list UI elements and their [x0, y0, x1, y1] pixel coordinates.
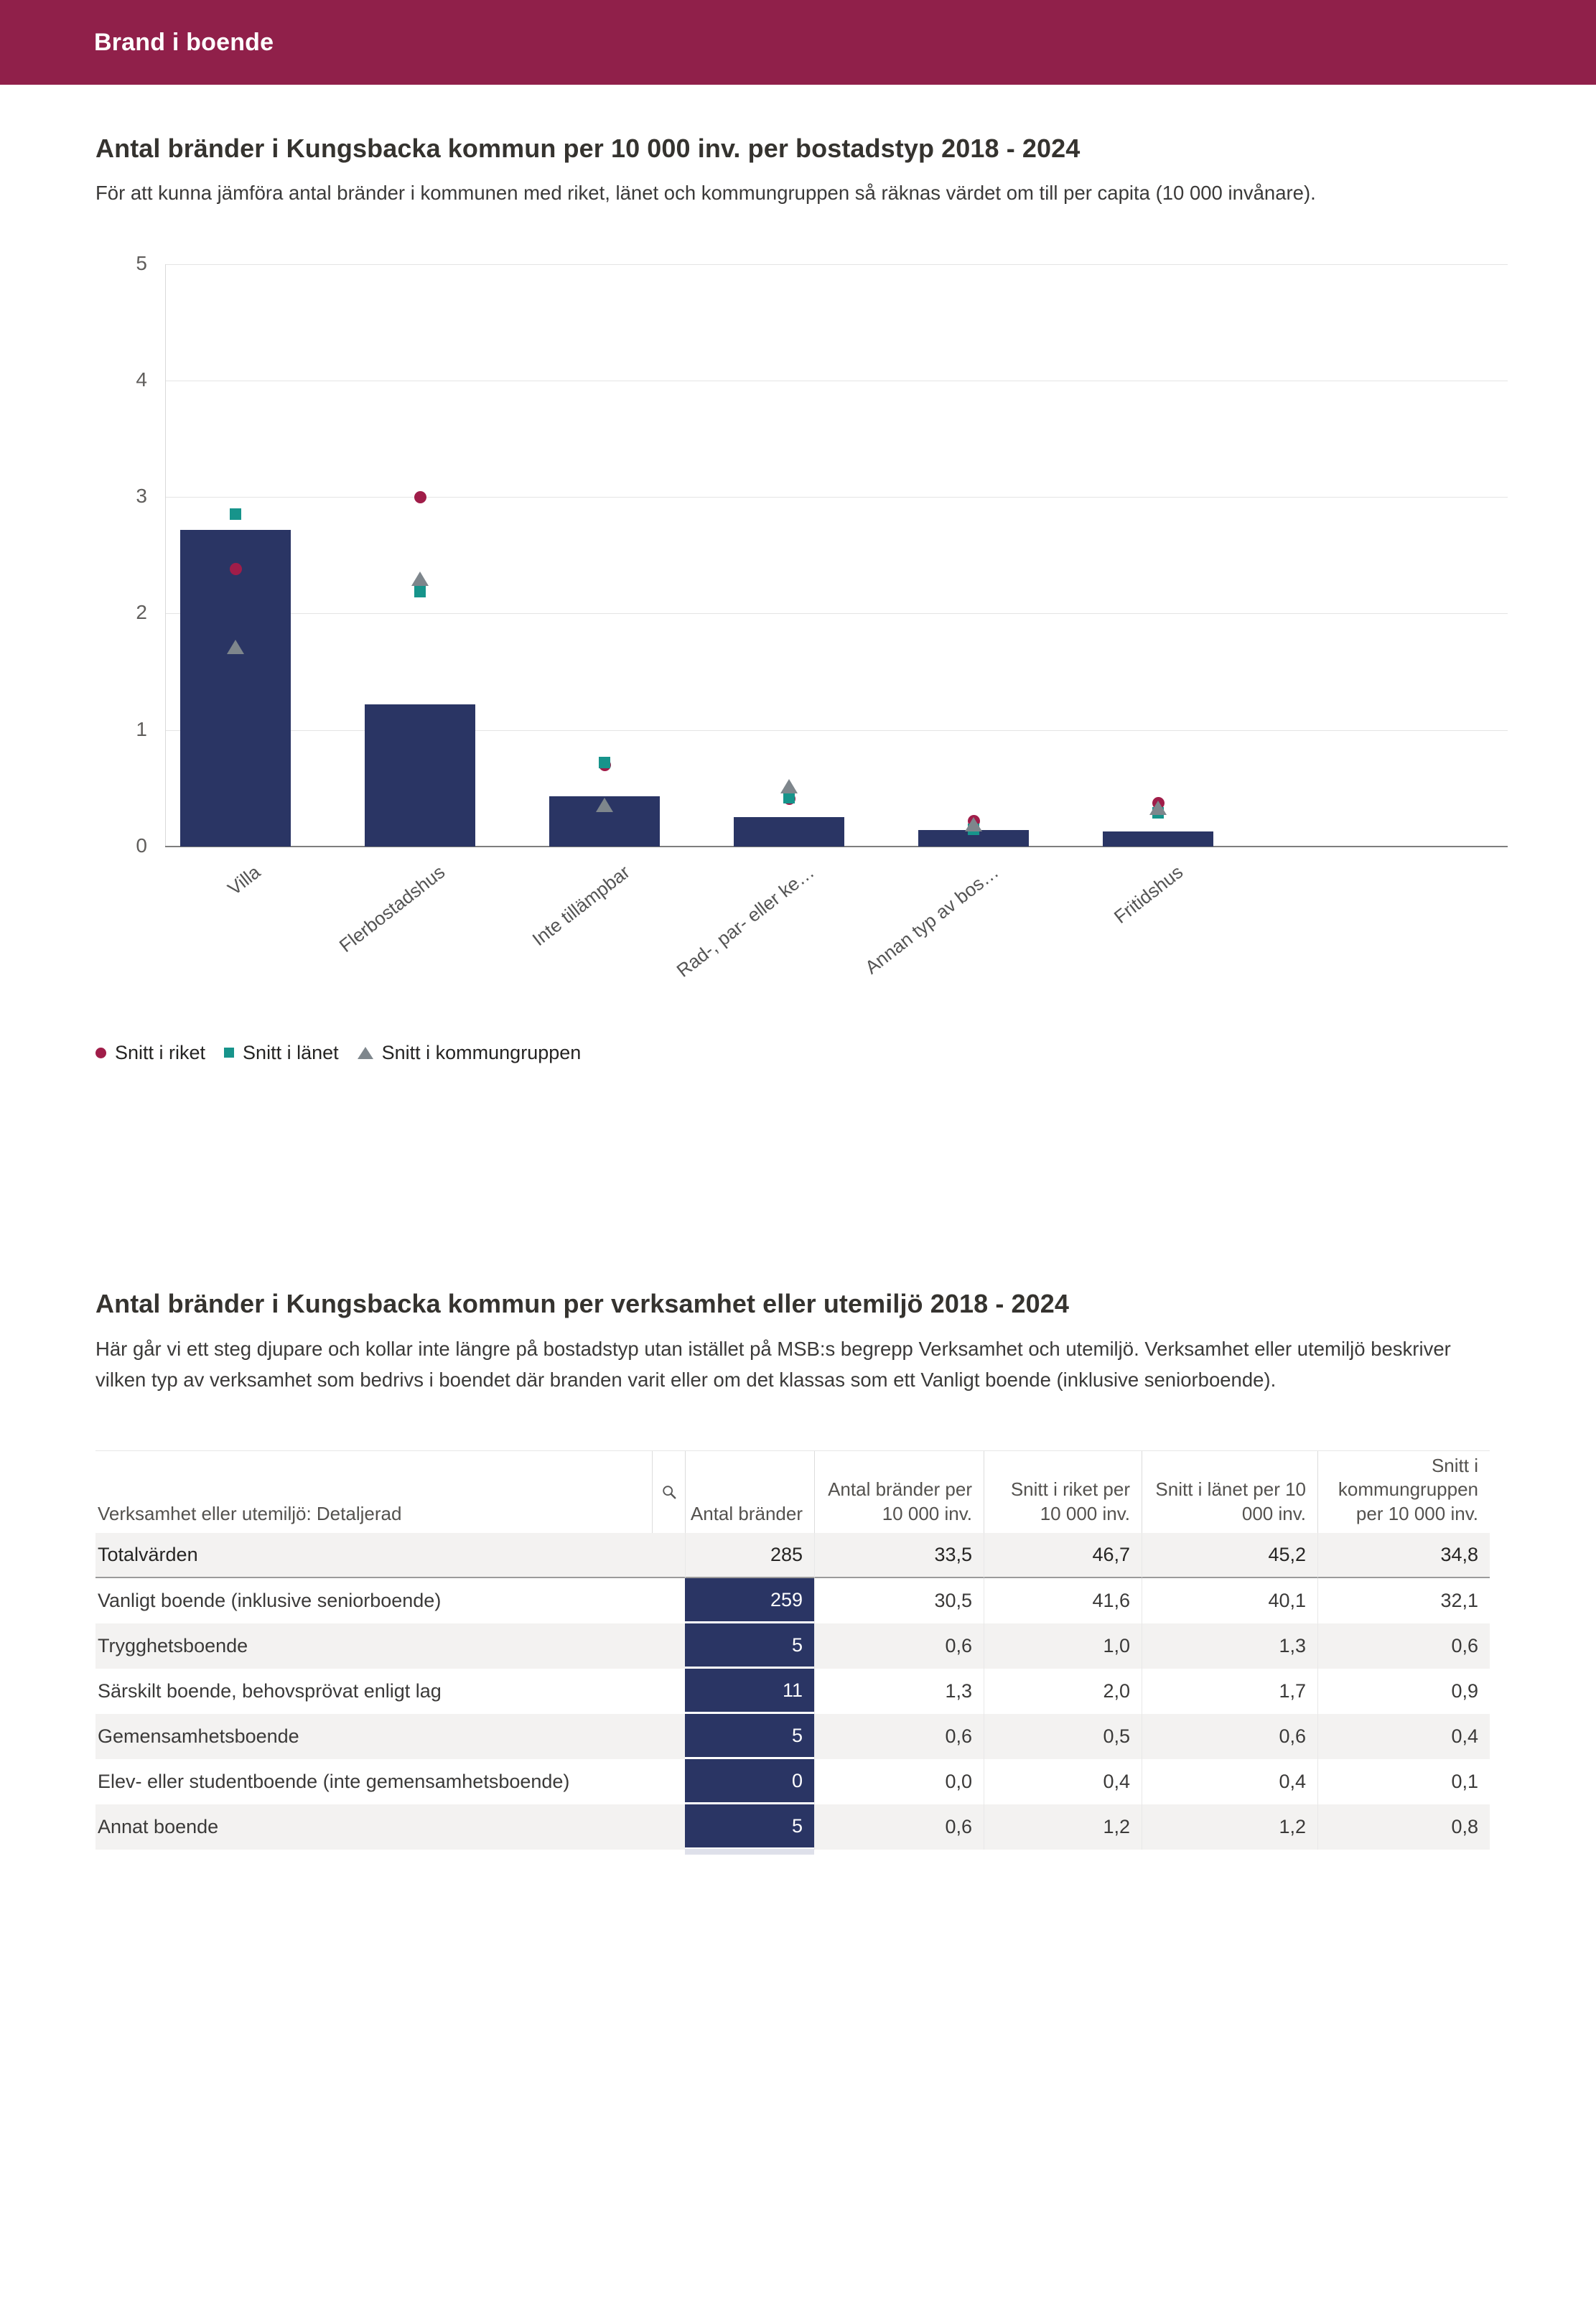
table-row-value-2: 0,6 [814, 1623, 984, 1669]
table-row-value-4: 1,7 [1142, 1669, 1317, 1714]
triangle-legend-icon [358, 1047, 373, 1059]
snitt-i-riket-marker-2[interactable] [414, 491, 426, 503]
column-header-5[interactable]: Snitt i länet per 10 000 inv. [1142, 1451, 1317, 1533]
y-axis-tick-2: 2 [136, 601, 147, 624]
table-row-value-3: 41,6 [984, 1578, 1142, 1623]
table-row-value-1[interactable]: 11 [685, 1669, 814, 1714]
total-row-value-5: 34,8 [1317, 1533, 1490, 1578]
gridline-3 [165, 497, 1508, 498]
table-row-value-5: 0,9 [1317, 1669, 1490, 1714]
x-axis-label-2: Flerbostadshus [335, 861, 449, 957]
snitt-i-kommungruppen-marker-1[interactable] [227, 640, 244, 654]
table-row-value-1[interactable]: 5 [685, 1804, 814, 1850]
table-row-label[interactable]: Annat boende [95, 1804, 685, 1850]
bar-Rad-, par- eller ke…[interactable] [734, 817, 844, 847]
snitt-i-kommungruppen-marker-5[interactable] [965, 817, 982, 831]
table-row-value-2: 30,5 [814, 1578, 984, 1623]
x-axis-label-1: Villa [223, 861, 265, 900]
table-row-label[interactable]: Elev- eller studentboende (inte gemensamhetsboende) [95, 1759, 685, 1804]
y-axis-line [165, 264, 166, 847]
table-row-value-1[interactable]: 5 [685, 1714, 814, 1759]
table-row-value-1[interactable]: 0 [685, 1759, 814, 1804]
snitt-i-kommungruppen-marker-6[interactable] [1149, 801, 1167, 815]
y-axis-tick-5: 5 [136, 251, 147, 274]
table-section-title: Antal bränder i Kungsbacka kommun per verksamhet eller utemiljö 2018 - 2024 [95, 1289, 1070, 1318]
legend-label: Snitt i kommungruppen [381, 1041, 582, 1063]
circle-legend-icon [95, 1048, 106, 1058]
table-section-description: Här går vi ett steg djupare och kollar inte längre på bostadstyp utan istället på MSB:s begrepp Verksamhet och utemiljö. Verksamhet eller utemiljö beskriver vilken typ av verksamhet som bedrivs i boendet där branden varit eller om det klassas som ett Vanligt boende (inklusive seniorboende). [95, 1338, 1451, 1391]
snitt-i-kommungruppen-marker-4[interactable] [780, 779, 798, 793]
square-legend-icon [224, 1048, 234, 1058]
legend-item-snitt-i-l-net [224, 1042, 339, 1064]
snitt-i-kommungruppen-marker-2[interactable] [411, 572, 429, 586]
table-row-value-3: 1,0 [984, 1623, 1142, 1669]
table-row-label[interactable]: Särskilt boende, behovsprövat enligt lag [95, 1669, 685, 1714]
table-row-value-1[interactable]: 259 [685, 1578, 814, 1623]
bar-Fritidshus[interactable] [1103, 831, 1213, 847]
table-row-value-2: 1,3 [814, 1669, 984, 1714]
column-header-6[interactable]: Snitt i kommungruppen per 10 000 inv. [1317, 1451, 1490, 1533]
column-header-verksamhet[interactable]: Verksamhet eller utemiljö: Detaljerad [98, 1502, 402, 1524]
total-row-value-4: 45,2 [1142, 1533, 1317, 1578]
total-row-value-1: 285 [685, 1533, 814, 1578]
snitt-i-l-net-marker-3[interactable] [599, 757, 610, 768]
x-axis-label-5: Annan typ av bos… [861, 861, 1003, 979]
table-row-value-5: 0,8 [1317, 1804, 1490, 1850]
bar-Villa[interactable] [180, 530, 291, 847]
table-row-value-3: 0,5 [984, 1714, 1142, 1759]
column-header-3[interactable]: Antal bränder per 10 000 inv. [814, 1451, 984, 1533]
y-axis-tick-0: 0 [136, 834, 147, 857]
chart-section-subtitle: För att kunna jämföra antal bränder i kommunen med riket, länet och kommungruppen så räknas värdet om till per capita (10 000 invånare). [95, 182, 1316, 204]
y-axis-tick-1: 1 [136, 717, 147, 740]
gridline-2 [165, 613, 1508, 614]
snitt-i-l-net-marker-4[interactable] [783, 792, 795, 803]
table-row-value-2: 0,6 [814, 1804, 984, 1850]
x-axis-label-3: Inte tillämpbar [528, 861, 634, 951]
table-row-value-4: 0,6 [1142, 1714, 1317, 1759]
table-row-value-3: 2,0 [984, 1669, 1142, 1714]
legend-item-snitt-i-riket [95, 1042, 205, 1064]
table-row-value-2: 0,6 [814, 1714, 984, 1759]
x-axis-label-4: Rad-, par- eller ke… [672, 861, 818, 982]
table-row-value-2: 0,0 [814, 1759, 984, 1804]
snitt-i-l-net-marker-1[interactable] [230, 508, 241, 520]
table-clipped-row-hint [685, 1849, 814, 1855]
y-axis-tick-4: 4 [136, 368, 147, 391]
bostadstyp-bar-chart [0, 0, 1596, 1113]
table-row-value-4: 40,1 [1142, 1578, 1317, 1623]
snitt-i-l-net-marker-2[interactable] [414, 586, 426, 597]
chart-section-title: Antal bränder i Kungsbacka kommun per 10 000 inv. per bostadstyp 2018 - 2024 [95, 134, 1081, 163]
table-row-value-4: 1,3 [1142, 1623, 1317, 1669]
table-row-label[interactable]: Vanligt boende (inklusive seniorboende) [95, 1578, 685, 1623]
column-header-4[interactable]: Snitt i riket per 10 000 inv. [984, 1451, 1142, 1533]
magnifier-icon [661, 1484, 677, 1500]
table-row-label[interactable]: Trygghetsboende [95, 1623, 685, 1669]
page-title: Brand i boende [94, 28, 274, 56]
total-row-value-2: 33,5 [814, 1533, 984, 1578]
y-axis-tick-3: 3 [136, 485, 147, 508]
gridline-5 [165, 264, 1508, 265]
table-row-value-5: 0,1 [1317, 1759, 1490, 1804]
table-row-value-4: 0,4 [1142, 1759, 1317, 1804]
chart-legend [95, 1038, 581, 1067]
total-row-label[interactable]: Totalvärden [95, 1533, 685, 1578]
column-search-button[interactable] [652, 1451, 685, 1533]
table-row-label[interactable]: Gemensamhetsboende [95, 1714, 685, 1759]
bar-Flerbostadshus[interactable] [365, 704, 475, 847]
snitt-i-kommungruppen-marker-3[interactable] [596, 798, 613, 812]
legend-label: Snitt i länet [243, 1041, 339, 1063]
table-row-value-3: 1,2 [984, 1804, 1142, 1850]
table-row-value-5: 0,6 [1317, 1623, 1490, 1669]
table-row-value-4: 1,2 [1142, 1804, 1317, 1850]
legend-label: Snitt i riket [115, 1041, 206, 1063]
x-axis-label-6: Fritidshus [1110, 861, 1187, 928]
total-row-value-3: 46,7 [984, 1533, 1142, 1578]
column-header-2[interactable]: Antal bränder [685, 1451, 814, 1533]
table-row-value-3: 0,4 [984, 1759, 1142, 1804]
legend-item-snitt-i-kommungruppen [358, 1042, 582, 1064]
table-row-value-5: 32,1 [1317, 1578, 1490, 1623]
verksamhet-table [95, 1450, 1490, 1850]
table-row-value-1[interactable]: 5 [685, 1623, 814, 1669]
table-row-value-5: 0,4 [1317, 1714, 1490, 1759]
snitt-i-riket-marker-1[interactable] [230, 563, 242, 575]
